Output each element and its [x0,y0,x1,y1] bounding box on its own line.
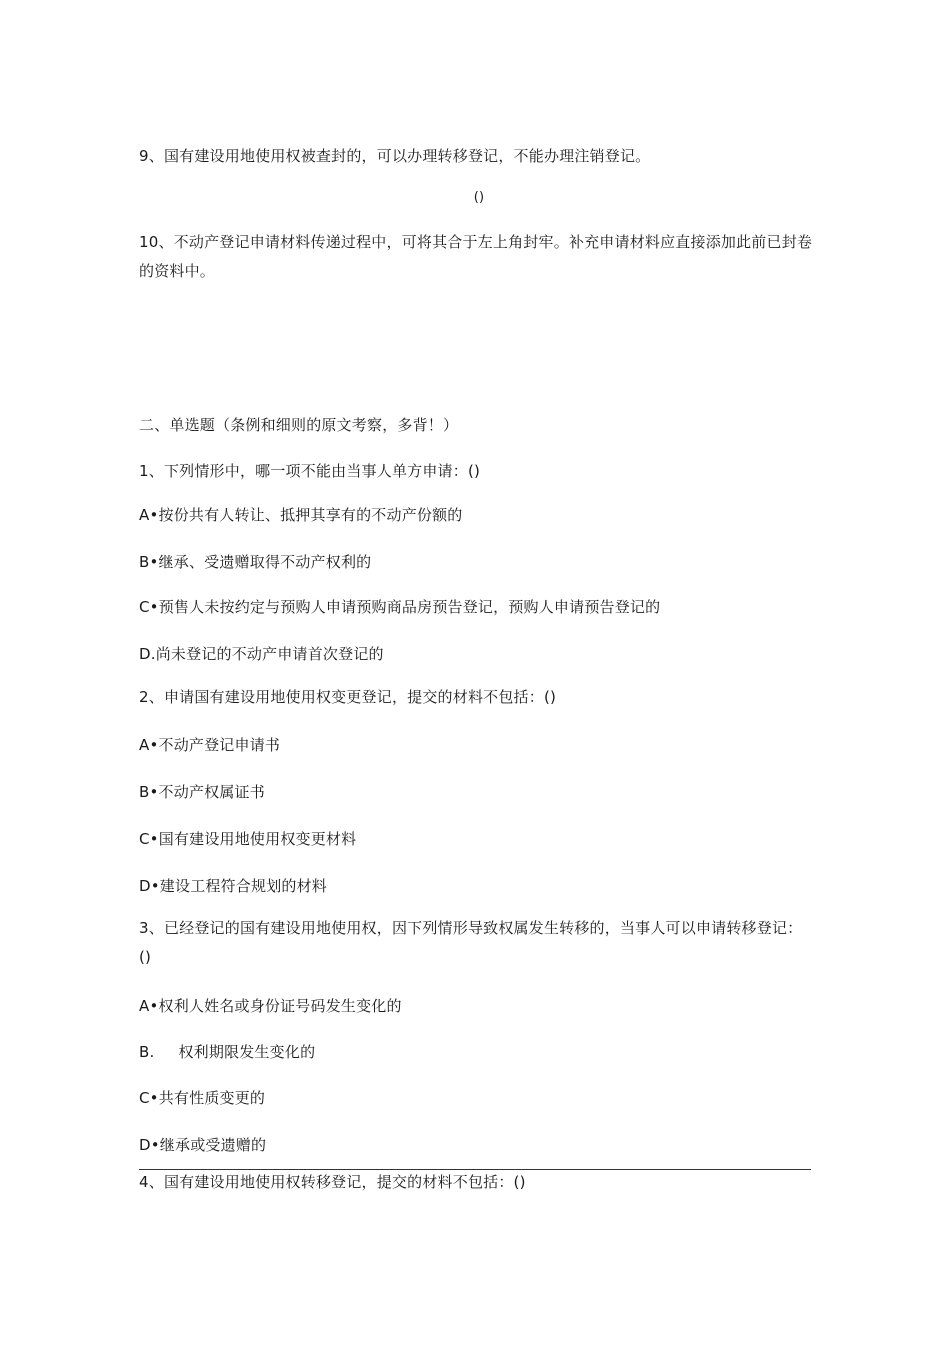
option-text-b: 权利期限发生变化的 [178,1043,316,1061]
question-2-option-c: C•国有建设用地使用权变更材料 [139,830,357,848]
section-heading: 二、单选题（条例和细则的原文考察，多背！） [139,416,459,434]
answer-parentheses: () [473,190,485,205]
option-letter-b: B. [139,1043,155,1061]
question-1-option-d: D.尚未登记的不动产申请首次登记的 [139,645,384,663]
question-3-option-d: D•继承或受遗赠的 [139,1136,267,1154]
judgement-question-9: 9、国有建设用地使用权被查封的，可以办理转移登记，不能办理注销登记。 [139,147,651,165]
question-1-option-c: C•预售人未按约定与预购人申请预购商品房预告登记，预购人申请预告登记的 [139,598,661,616]
question-4-stem: 4、国有建设用地使用权转移登记，提交的材料不包括：() [139,1173,526,1191]
judgement-question-10: 10、不动产登记申请材料传递过程中，可将其合于左上角封牢。补充申请材料应直接添加此前已封卷的资料中。 [139,233,813,280]
horizontal-divider [139,1169,811,1170]
question-1-stem: 1、下列情形中，哪一项不能由当事人单方申请：() [139,462,481,480]
question-1-option-b: B•继承、受遗赠取得不动产权利的 [139,553,372,571]
question-2-option-b: B•不动产权属证书 [139,783,265,801]
question-2-option-a: A•不动产登记申请书 [139,736,281,754]
question-2-stem: 2、申请国有建设用地使用权变更登记，提交的材料不包括：() [139,688,557,706]
question-3-option-c: C•共有性质变更的 [139,1089,266,1107]
question-3-option-a: A•权利人姓名或身份证号码发生变化的 [139,997,402,1015]
question-3-stem: 3、已经登记的国有建设用地使用权，因下列情形导致权属发生转移的，当事人可以申请转移登记：() [139,919,803,966]
question-3-option-b [139,1041,315,1063]
question-2-option-d: D•建设工程符合规划的材料 [139,877,327,895]
question-1-option-a: A•按份共有人转让、抵押其享有的不动产份额的 [139,506,463,524]
